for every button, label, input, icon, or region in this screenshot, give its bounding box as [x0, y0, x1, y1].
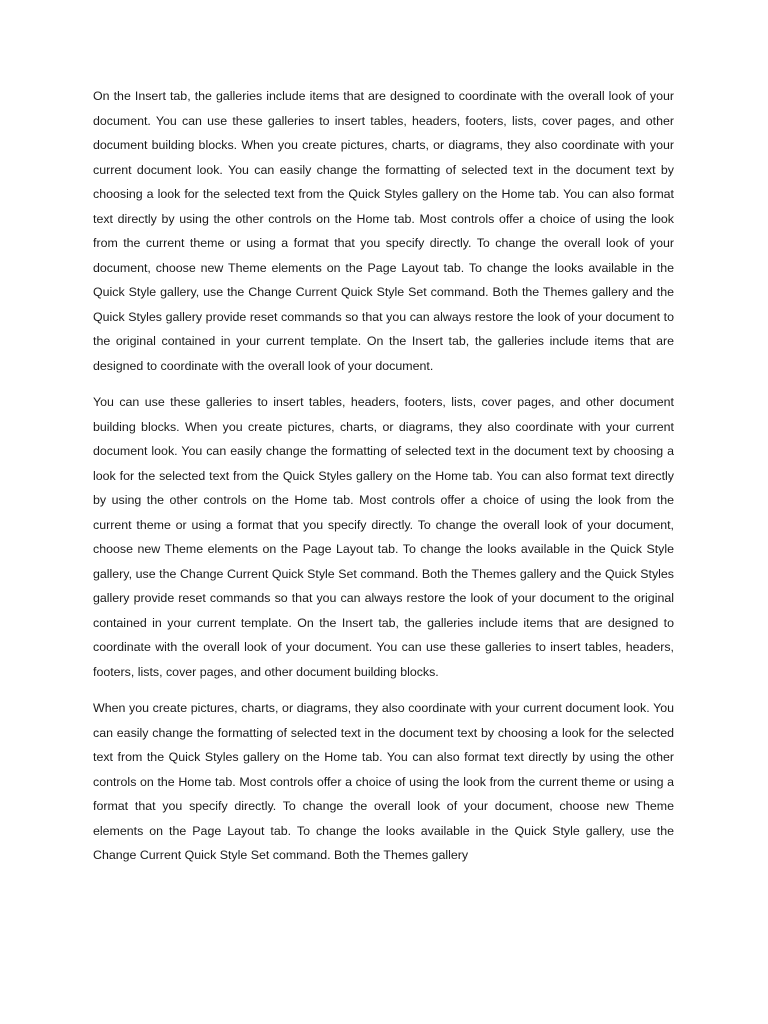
paragraph-3: When you create pictures, charts, or diagrams, they also coordinate with your current document look. You can easily change the formatting of selected text in the document text by choosing a look for the selected text from the Quick Styles gallery on the Home tab. You can also format text directly by using the other controls on the Home tab. Most controls offer a choice of using the look from the current theme or using a format that you specify directly. To change the overall look of your document, choose new Theme elements on the Page Layout tab. To change the looks available in the Quick Style gallery, use the Change Current Quick Style Set command. Both the Themes gallery [93, 701, 674, 862]
document-page [93, 84, 674, 924]
paragraph-1: On the Insert tab, the galleries include items that are designed to coordinate with the overall look of your document. You can use these galleries to insert tables, headers, footers, lists, cover pages, and other document building blocks. When you create pictures, charts, or diagrams, they also coordinate with your current document look. You can easily change the formatting of selected text in the document text by choosing a look for the selected text from the Quick Styles gallery on the Home tab. You can also format text directly by using the other controls on the Home tab. Most controls offer a choice of using the look from the current theme or using a format that you specify directly. To change the overall look of your document, choose new Theme elements on the Page Layout tab. To change the looks available in the Quick Style gallery, use the Change Current Quick Style Set command. Both the Themes gallery and the Quick Styles gallery provide reset commands so that you can always restore the look of your document to the original contained in your current template. On the Insert tab, the galleries include items that are designed to coordinate with the overall look of your document. [93, 89, 674, 373]
paragraph-2: You can use these galleries to insert tables, headers, footers, lists, cover pages, and other document building blocks. When you create pictures, charts, or diagrams, they also coordinate with your current document look. You can easily change the formatting of selected text in the document text by choosing a look for the selected text from the Quick Styles gallery on the Home tab. You can also format text directly by using the other controls on the Home tab. Most controls offer a choice of using the look from the current theme or using a format that you specify directly. To change the overall look of your document, choose new Theme elements on the Page Layout tab. To change the looks available in the Quick Style gallery, use the Change Current Quick Style Set command. Both the Themes gallery and the Quick Styles gallery provide reset commands so that you can always restore the look of your document to the original contained in your current template. On the Insert tab, the galleries include items that are designed to coordinate with the overall look of your document. You can use these galleries to insert tables, headers, footers, lists, cover pages, and other document building blocks. [93, 395, 674, 679]
